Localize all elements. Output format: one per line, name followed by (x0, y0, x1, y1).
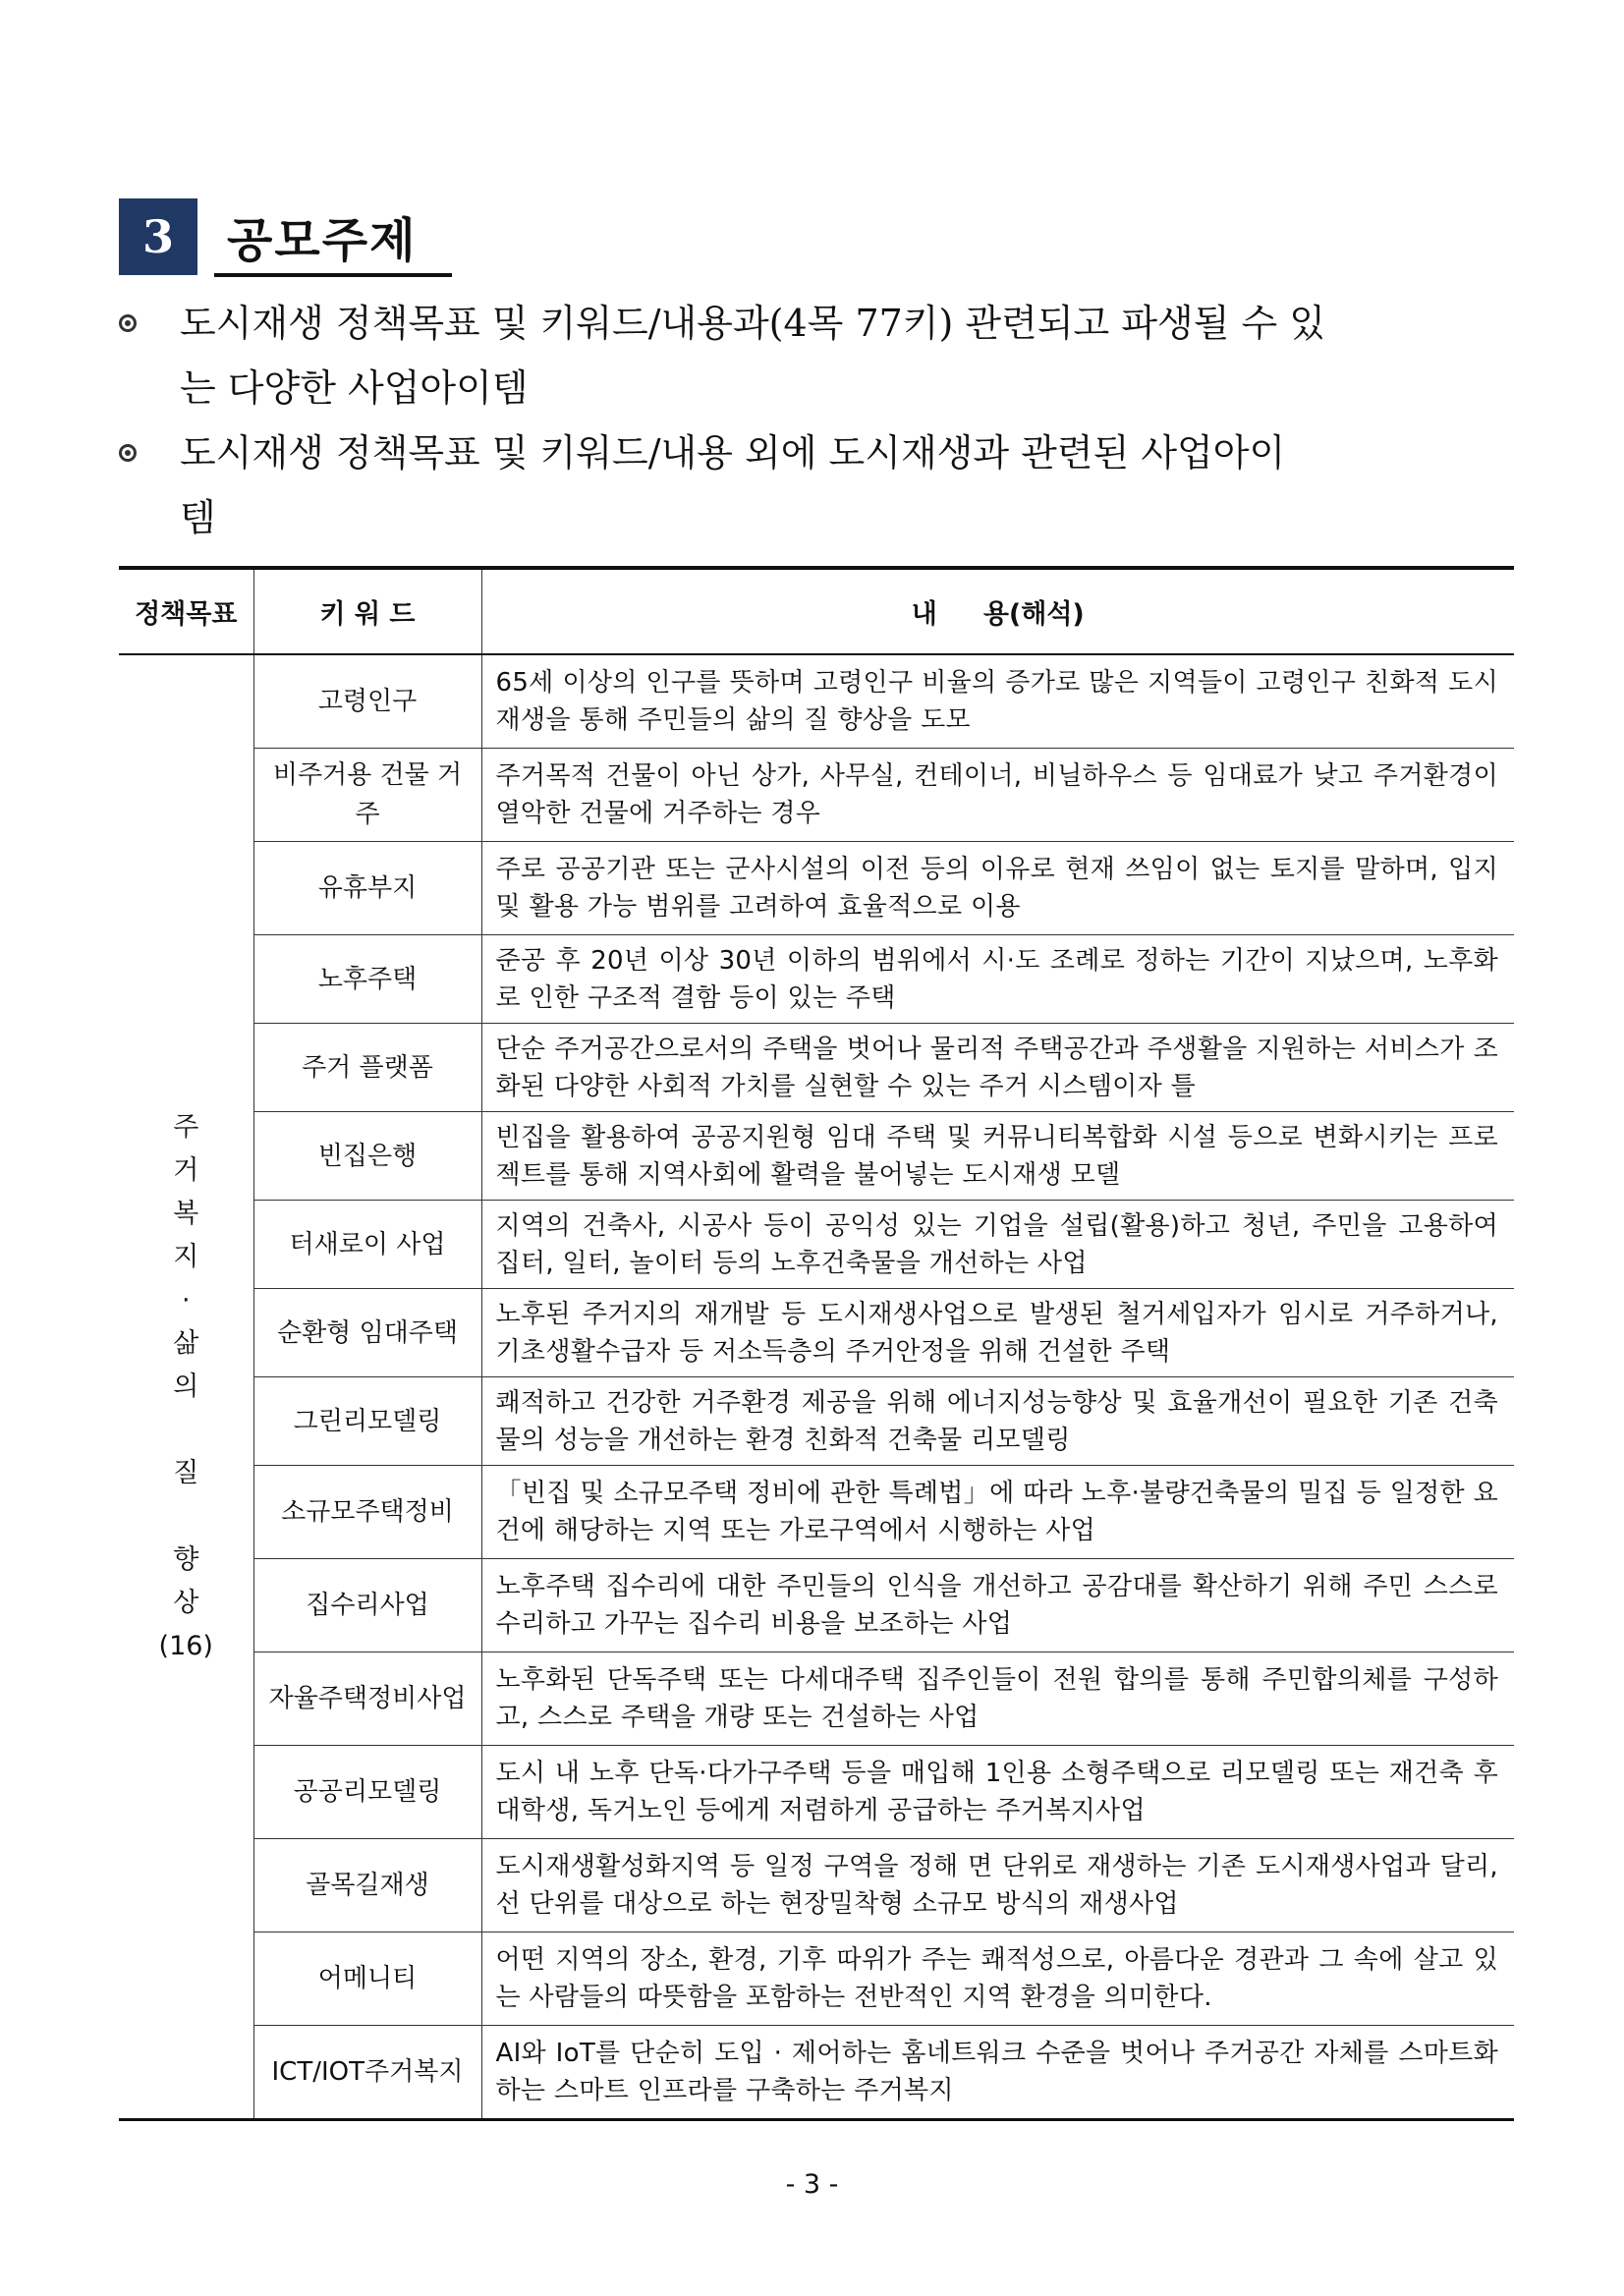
keyword-cell: 그린리모델링 (253, 1377, 481, 1466)
table-row (119, 1377, 1514, 1466)
table-row (119, 749, 1514, 842)
table-row (119, 1932, 1514, 2026)
table-row (119, 1559, 1514, 1652)
description-cell: 지역의 건축사, 시공사 등이 공익성 있는 기업을 설립(활용)하고 청년, 주민을 고용하여 집터, 일터, 놀이터 등의 노후건축물을 개선하는 사업 (481, 1201, 1514, 1289)
table-row (119, 1746, 1514, 1839)
description-cell: 도시 내 노후 단독·다가구주택 등을 매입해 1인용 소형주택으로 리모델링 또는 재건축 후 대학생, 독거노인 등에게 저렴하게 공급하는 주거복지사업 (481, 1746, 1514, 1839)
policy-keyword-table (119, 566, 1514, 2121)
circle-bullet-icon (119, 314, 137, 332)
policy-goal-char: 지 (173, 1241, 199, 1272)
table-row (119, 842, 1514, 935)
table-row (119, 2026, 1514, 2120)
keyword-cell: 유휴부지 (253, 842, 481, 935)
policy-goal-cell (119, 654, 253, 2120)
bullet-text-line: 도시재생 정책목표 및 키워드/내용과(4목 77키) 관련되고 파생될 수 있 (180, 302, 1326, 345)
section-number: 3 (119, 198, 197, 275)
header-keyword: 키 워 드 (253, 568, 481, 654)
keyword-cell: 비주거용 건물 거주 (253, 749, 481, 842)
policy-goal-char: 향 (173, 1543, 199, 1575)
description-cell: 어떤 지역의 장소, 환경, 기후 따위가 주는 쾌적성으로, 아름다운 경관과 그 속에 살고 있는 사람들의 따뜻함을 포함하는 전반적인 지역 환경을 의미한다. (481, 1932, 1514, 2026)
keyword-cell: 빈집은행 (253, 1112, 481, 1201)
description-cell: 빈집을 활용하여 공공지원형 임대 주택 및 커뮤니티복합화 시설 등으로 변화시키는 프로젝트를 통해 지역사회에 활력을 불어넣는 도시재생 모델 (481, 1112, 1514, 1201)
policy-goal-char: (16) (158, 1630, 213, 1661)
keyword-cell: 어메니티 (253, 1932, 481, 2026)
bullet-text-line: 는 다양한 사업아이템 (180, 366, 529, 410)
policy-goal-char: 상 (173, 1587, 199, 1618)
description-cell: 주로 공공기관 또는 군사시설의 이전 등의 이유로 현재 쓰임이 없는 토지를 말하며, 입지 및 활용 가능 범위를 고려하여 효율적으로 이용 (481, 842, 1514, 935)
keyword-cell: 소규모주택정비 (253, 1466, 481, 1559)
description-cell: 주거목적 건물이 아닌 상가, 사무실, 컨테이너, 비닐하우스 등 임대료가 낮고 주거환경이 열악한 건물에 거주하는 경우 (481, 749, 1514, 842)
policy-goal-char: 삶 (173, 1327, 199, 1359)
policy-goal-char (119, 1495, 253, 1539)
bullet-item (119, 422, 1514, 550)
page-number: - 3 - (785, 2169, 839, 2200)
description-cell: 쾌적하고 건강한 거주환경 제공을 위해 에너지성능향상 및 효율개선이 필요한 기존 건축물의 성능을 개선하는 환경 친화적 건축물 리모델링 (481, 1377, 1514, 1466)
description-cell: 준공 후 20년 이상 30년 이하의 범위에서 시·도 조례로 정하는 기간이 지났으며, 노후화로 인한 구조적 결함 등이 있는 주택 (481, 935, 1514, 1024)
table-row (119, 1839, 1514, 1932)
bullet-text-line: 도시재생 정책목표 및 키워드/내용 외에 도시재생과 관련된 사업아이 (180, 431, 1286, 475)
table-row (119, 935, 1514, 1024)
keyword-cell: 주거 플랫폼 (253, 1024, 481, 1112)
table-row (119, 1652, 1514, 1746)
description-cell: 단순 주거공간으로서의 주택을 벗어나 물리적 주택공간과 주생활을 지원하는 서비스가 조화된 다양한 사회적 가치를 실현할 수 있는 주거 시스템이자 틀 (481, 1024, 1514, 1112)
policy-goal-char: 주 (173, 1111, 199, 1143)
policy-goal-char (119, 1409, 253, 1452)
description-cell: 65세 이상의 인구를 뜻하며 고령인구 비율의 증가로 많은 지역들이 고령인구 친화적 도시재생을 통해 주민들의 삶의 질 향상을 도모 (481, 654, 1514, 749)
description-cell: AI와 IoT를 단순히 도입 · 제어하는 홈네트워크 수준을 벗어나 주거공간 자체를 스마트화하는 스마트 인프라를 구축하는 주거복지 (481, 2026, 1514, 2120)
circle-bullet-icon (119, 444, 137, 462)
policy-goal-char: · (181, 1284, 191, 1316)
table-row (119, 1201, 1514, 1289)
description-cell: 도시재생활성화지역 등 일정 구역을 정해 면 단위로 재생하는 기존 도시재생사업과 달리, 선 단위를 대상으로 하는 현장밀착형 소규모 방식의 재생사업 (481, 1839, 1514, 1932)
section-title-underline (214, 273, 452, 277)
keyword-cell: 순환형 임대주택 (253, 1289, 481, 1377)
bullet-text-line: 템 (180, 496, 216, 539)
description-cell: 「빈집 및 소규모주택 정비에 관한 특례법」에 따라 노후·불량건축물의 밀집 등 일정한 요건에 해당하는 지역 또는 가로구역에서 시행하는 사업 (481, 1466, 1514, 1559)
table-row (119, 1112, 1514, 1201)
section-title: 공모주제 (227, 213, 418, 268)
policy-goal-char: 의 (173, 1371, 199, 1402)
description-cell: 노후화된 단독주택 또는 다세대주택 집주인들이 전원 합의를 통해 주민합의체를 구성하고, 스스로 주택을 개량 또는 건설하는 사업 (481, 1652, 1514, 1746)
table-row (119, 654, 1514, 749)
keyword-cell: ICT/IOT주거복지 (253, 2026, 481, 2120)
keyword-cell: 골목길재생 (253, 1839, 481, 1932)
description-cell: 노후주택 집수리에 대한 주민들의 인식을 개선하고 공감대를 확산하기 위해 주민 스스로 수리하고 가꾸는 집수리 비용을 보조하는 사업 (481, 1559, 1514, 1652)
description-cell: 노후된 주거지의 재개발 등 도시재생사업으로 발생된 철거세입자가 임시로 거주하거나, 기초생활수급자 등 저소득층의 주거안정을 위해 건설한 주택 (481, 1289, 1514, 1377)
keyword-cell: 고령인구 (253, 654, 481, 749)
keyword-cell: 자율주택정비사업 (253, 1652, 481, 1746)
header-policy-goal: 정책목표 (119, 568, 253, 654)
table-row (119, 1289, 1514, 1377)
table-header-row (119, 568, 1514, 654)
table-row (119, 1024, 1514, 1112)
bullet-item (119, 293, 1514, 420)
keyword-cell: 노후주택 (253, 935, 481, 1024)
keyword-cell: 집수리사업 (253, 1559, 481, 1652)
policy-goal-char: 거 (173, 1154, 199, 1186)
table-row (119, 1466, 1514, 1559)
policy-goal-char: 복 (173, 1198, 199, 1229)
keyword-cell: 터새로이 사업 (253, 1201, 481, 1289)
keyword-cell: 공공리모델링 (253, 1746, 481, 1839)
header-content: 내 용(해석) (481, 568, 1514, 654)
policy-goal-char: 질 (173, 1457, 199, 1488)
